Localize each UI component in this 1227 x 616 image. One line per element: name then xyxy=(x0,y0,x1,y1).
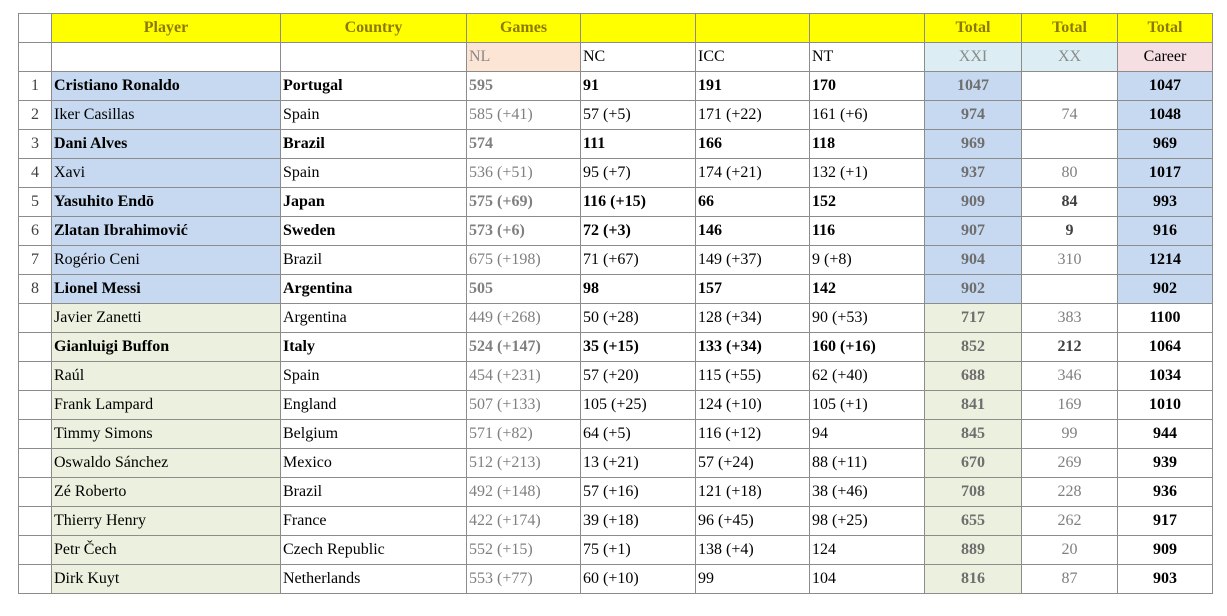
table-row xyxy=(19,304,1213,333)
cell-country: Netherlands xyxy=(281,565,467,594)
row-index: 4 xyxy=(19,159,52,188)
cell-total-career: 993 xyxy=(1118,188,1213,217)
row-index: 7 xyxy=(19,246,52,275)
cell-nt: 104 xyxy=(810,565,925,594)
row-index: 5 xyxy=(19,188,52,217)
cell-country: France xyxy=(281,507,467,536)
cell-player: Raúl xyxy=(52,362,281,391)
cell-nc: 91 xyxy=(581,72,696,101)
cell-player: Cristiano Ronaldo xyxy=(52,72,281,101)
cell-nc: 35 (+15) xyxy=(581,333,696,362)
header-row-1 xyxy=(19,14,1213,43)
cell-nt: 152 xyxy=(810,188,925,217)
table-row xyxy=(19,391,1213,420)
cell-total-career: 917 xyxy=(1118,507,1213,536)
table-row xyxy=(19,536,1213,565)
cell-total-xxi: 845 xyxy=(925,420,1022,449)
cell-total-career: 1034 xyxy=(1118,362,1213,391)
cell-nl: 449 (+268) xyxy=(467,304,581,333)
cell-total-xx: 169 xyxy=(1022,391,1118,420)
cell-icc: 116 (+12) xyxy=(696,420,810,449)
cell-icc: 133 (+34) xyxy=(696,333,810,362)
cell-country: Czech Republic xyxy=(281,536,467,565)
cell-total-xx xyxy=(1022,130,1118,159)
cell-player: Petr Čech xyxy=(52,536,281,565)
cell-icc: 191 xyxy=(696,72,810,101)
table-row xyxy=(19,507,1213,536)
table-row xyxy=(19,217,1213,246)
cell-icc: 57 (+24) xyxy=(696,449,810,478)
table-row xyxy=(19,159,1213,188)
cell-total-xxi: 655 xyxy=(925,507,1022,536)
row-index: 3 xyxy=(19,130,52,159)
subheader-player-blank xyxy=(52,43,281,72)
cell-total-xxi: 816 xyxy=(925,565,1022,594)
row-index xyxy=(19,304,52,333)
subheader-nc: NC xyxy=(581,43,696,72)
cell-total-career: 1048 xyxy=(1118,101,1213,130)
cell-nl: 585 (+41) xyxy=(467,101,581,130)
table-row xyxy=(19,449,1213,478)
row-index: 8 xyxy=(19,275,52,304)
cell-nc: 116 (+15) xyxy=(581,188,696,217)
cell-total-career: 1010 xyxy=(1118,391,1213,420)
cell-icc: 146 xyxy=(696,217,810,246)
cell-nl: 595 xyxy=(467,72,581,101)
cell-icc: 171 (+22) xyxy=(696,101,810,130)
cell-nc: 13 (+21) xyxy=(581,449,696,478)
table-body xyxy=(19,14,1213,594)
cell-player: Oswaldo Sánchez xyxy=(52,449,281,478)
table-row xyxy=(19,275,1213,304)
cell-nl: 552 (+15) xyxy=(467,536,581,565)
cell-total-xx: 228 xyxy=(1022,478,1118,507)
header-total-career: Total xyxy=(1118,14,1213,43)
cell-country: Japan xyxy=(281,188,467,217)
cell-player: Zé Roberto xyxy=(52,478,281,507)
table-row xyxy=(19,101,1213,130)
cell-nt: 62 (+40) xyxy=(810,362,925,391)
cell-total-xx: 383 xyxy=(1022,304,1118,333)
cell-player: Dirk Kuyt xyxy=(52,565,281,594)
cell-nt: 142 xyxy=(810,275,925,304)
cell-total-xx: 269 xyxy=(1022,449,1118,478)
cell-player: Gianluigi Buffon xyxy=(52,333,281,362)
row-index xyxy=(19,507,52,536)
cell-nl: 512 (+213) xyxy=(467,449,581,478)
cell-total-xx xyxy=(1022,72,1118,101)
cell-player: Thierry Henry xyxy=(52,507,281,536)
cell-nc: 39 (+18) xyxy=(581,507,696,536)
cell-nl: 505 xyxy=(467,275,581,304)
cell-nl: 454 (+231) xyxy=(467,362,581,391)
row-index xyxy=(19,362,52,391)
cell-player: Rogério Ceni xyxy=(52,246,281,275)
cell-total-xx: 74 xyxy=(1022,101,1118,130)
cell-country: Brazil xyxy=(281,478,467,507)
cell-total-xxi: 688 xyxy=(925,362,1022,391)
cell-nc: 57 (+5) xyxy=(581,101,696,130)
cell-total-xx: 9 xyxy=(1022,217,1118,246)
cell-nt: 105 (+1) xyxy=(810,391,925,420)
cell-total-career: 902 xyxy=(1118,275,1213,304)
cell-nt: 90 (+53) xyxy=(810,304,925,333)
cell-total-xxi: 904 xyxy=(925,246,1022,275)
cell-player: Dani Alves xyxy=(52,130,281,159)
cell-total-career: 1214 xyxy=(1118,246,1213,275)
cell-total-xxi: 717 xyxy=(925,304,1022,333)
cell-player: Timmy Simons xyxy=(52,420,281,449)
cell-country: Spain xyxy=(281,159,467,188)
row-index xyxy=(19,449,52,478)
cell-icc: 124 (+10) xyxy=(696,391,810,420)
subheader-xxi: XXI xyxy=(925,43,1022,72)
cell-icc: 115 (+55) xyxy=(696,362,810,391)
cell-total-xx: 262 xyxy=(1022,507,1118,536)
cell-icc: 121 (+18) xyxy=(696,478,810,507)
cell-country: Belgium xyxy=(281,420,467,449)
cell-icc: 96 (+45) xyxy=(696,507,810,536)
cell-nl: 492 (+148) xyxy=(467,478,581,507)
cell-country: Italy xyxy=(281,333,467,362)
cell-total-xxi: 852 xyxy=(925,333,1022,362)
cell-total-xxi: 670 xyxy=(925,449,1022,478)
table-row xyxy=(19,362,1213,391)
cell-icc: 149 (+37) xyxy=(696,246,810,275)
header-total-xxi: Total xyxy=(925,14,1022,43)
cell-nt: 98 (+25) xyxy=(810,507,925,536)
cell-country: Spain xyxy=(281,362,467,391)
cell-total-career: 903 xyxy=(1118,565,1213,594)
players-table-wrapper xyxy=(18,13,1213,594)
header-row-2 xyxy=(19,43,1213,72)
cell-nl: 553 (+77) xyxy=(467,565,581,594)
header-games-nc-blank xyxy=(581,14,696,43)
subheader-career: Career xyxy=(1118,43,1213,72)
cell-total-xxi: 969 xyxy=(925,130,1022,159)
cell-country: Brazil xyxy=(281,130,467,159)
cell-nc: 64 (+5) xyxy=(581,420,696,449)
cell-total-xxi: 889 xyxy=(925,536,1022,565)
row-index xyxy=(19,391,52,420)
table-row xyxy=(19,188,1213,217)
cell-nt: 160 (+16) xyxy=(810,333,925,362)
cell-total-career: 1100 xyxy=(1118,304,1213,333)
cell-total-xx xyxy=(1022,275,1118,304)
cell-nl: 524 (+147) xyxy=(467,333,581,362)
cell-nt: 124 xyxy=(810,536,925,565)
table-row xyxy=(19,478,1213,507)
cell-country: Portugal xyxy=(281,72,467,101)
cell-icc: 66 xyxy=(696,188,810,217)
cell-country: Brazil xyxy=(281,246,467,275)
cell-nc: 71 (+67) xyxy=(581,246,696,275)
cell-country: England xyxy=(281,391,467,420)
cell-total-xx: 346 xyxy=(1022,362,1118,391)
cell-total-xxi: 1047 xyxy=(925,72,1022,101)
cell-player: Xavi xyxy=(52,159,281,188)
cell-nc: 98 xyxy=(581,275,696,304)
cell-nt: 94 xyxy=(810,420,925,449)
cell-country: Mexico xyxy=(281,449,467,478)
subheader-country-blank xyxy=(281,43,467,72)
row-index xyxy=(19,478,52,507)
cell-total-xx: 20 xyxy=(1022,536,1118,565)
cell-nl: 571 (+82) xyxy=(467,420,581,449)
cell-nl: 422 (+174) xyxy=(467,507,581,536)
cell-nt: 9 (+8) xyxy=(810,246,925,275)
cell-total-career: 909 xyxy=(1118,536,1213,565)
cell-nl: 536 (+51) xyxy=(467,159,581,188)
cell-icc: 174 (+21) xyxy=(696,159,810,188)
cell-player: Yasuhito Endō xyxy=(52,188,281,217)
header-total-xx: Total xyxy=(1022,14,1118,43)
row-index: 1 xyxy=(19,72,52,101)
cell-player: Javier Zanetti xyxy=(52,304,281,333)
cell-nc: 75 (+1) xyxy=(581,536,696,565)
subheader-nl: NL xyxy=(467,43,581,72)
cell-nt: 116 xyxy=(810,217,925,246)
cell-player: Frank Lampard xyxy=(52,391,281,420)
cell-total-career: 944 xyxy=(1118,420,1213,449)
cell-total-xx: 212 xyxy=(1022,333,1118,362)
table-row xyxy=(19,72,1213,101)
table-row xyxy=(19,246,1213,275)
row-index xyxy=(19,420,52,449)
cell-total-xxi: 937 xyxy=(925,159,1022,188)
cell-player: Lionel Messi xyxy=(52,275,281,304)
table-row xyxy=(19,130,1213,159)
cell-nc: 72 (+3) xyxy=(581,217,696,246)
header-games: Games xyxy=(467,14,581,43)
cell-total-career: 916 xyxy=(1118,217,1213,246)
cell-total-career: 939 xyxy=(1118,449,1213,478)
cell-icc: 128 (+34) xyxy=(696,304,810,333)
cell-nt: 170 xyxy=(810,72,925,101)
cell-nc: 57 (+20) xyxy=(581,362,696,391)
cell-total-career: 936 xyxy=(1118,478,1213,507)
cell-nc: 57 (+16) xyxy=(581,478,696,507)
subheader-xx: XX xyxy=(1022,43,1118,72)
row-index: 6 xyxy=(19,217,52,246)
row-index xyxy=(19,536,52,565)
cell-country: Spain xyxy=(281,101,467,130)
subheader-nt: NT xyxy=(810,43,925,72)
cell-country: Argentina xyxy=(281,304,467,333)
cell-nc: 50 (+28) xyxy=(581,304,696,333)
cell-player: Iker Casillas xyxy=(52,101,281,130)
cell-total-xx: 84 xyxy=(1022,188,1118,217)
cell-nt: 88 (+11) xyxy=(810,449,925,478)
header-games-icc-blank xyxy=(696,14,810,43)
row-index xyxy=(19,565,52,594)
cell-total-career: 969 xyxy=(1118,130,1213,159)
subheader-corner xyxy=(19,43,52,72)
cell-icc: 157 xyxy=(696,275,810,304)
cell-total-career: 1017 xyxy=(1118,159,1213,188)
cell-total-xx: 80 xyxy=(1022,159,1118,188)
cell-icc: 166 xyxy=(696,130,810,159)
cell-nl: 574 xyxy=(467,130,581,159)
cell-total-xx: 87 xyxy=(1022,565,1118,594)
cell-nl: 573 (+6) xyxy=(467,217,581,246)
cell-total-xxi: 708 xyxy=(925,478,1022,507)
table-row xyxy=(19,420,1213,449)
subheader-icc: ICC xyxy=(696,43,810,72)
header-player: Player xyxy=(52,14,281,43)
cell-nt: 132 (+1) xyxy=(810,159,925,188)
cell-country: Sweden xyxy=(281,217,467,246)
row-index: 2 xyxy=(19,101,52,130)
cell-nl: 507 (+133) xyxy=(467,391,581,420)
header-corner xyxy=(19,14,52,43)
cell-nl: 575 (+69) xyxy=(467,188,581,217)
cell-total-xxi: 907 xyxy=(925,217,1022,246)
cell-nl: 675 (+198) xyxy=(467,246,581,275)
cell-nt: 161 (+6) xyxy=(810,101,925,130)
table-row xyxy=(19,333,1213,362)
cell-nt: 38 (+46) xyxy=(810,478,925,507)
cell-total-xxi: 902 xyxy=(925,275,1022,304)
header-country: Country xyxy=(281,14,467,43)
cell-nc: 95 (+7) xyxy=(581,159,696,188)
header-games-nt-blank xyxy=(810,14,925,43)
table-row xyxy=(19,565,1213,594)
cell-total-xxi: 974 xyxy=(925,101,1022,130)
cell-player: Zlatan Ibrahimović xyxy=(52,217,281,246)
cell-icc: 99 xyxy=(696,565,810,594)
cell-total-xxi: 909 xyxy=(925,188,1022,217)
cell-nc: 60 (+10) xyxy=(581,565,696,594)
cell-total-xx: 99 xyxy=(1022,420,1118,449)
cell-total-xx: 310 xyxy=(1022,246,1118,275)
cell-nt: 118 xyxy=(810,130,925,159)
cell-nc: 105 (+25) xyxy=(581,391,696,420)
cell-country: Argentina xyxy=(281,275,467,304)
cell-total-career: 1064 xyxy=(1118,333,1213,362)
cell-icc: 138 (+4) xyxy=(696,536,810,565)
players-table xyxy=(18,13,1213,594)
cell-nc: 111 xyxy=(581,130,696,159)
cell-total-xxi: 841 xyxy=(925,391,1022,420)
cell-total-career: 1047 xyxy=(1118,72,1213,101)
row-index xyxy=(19,333,52,362)
